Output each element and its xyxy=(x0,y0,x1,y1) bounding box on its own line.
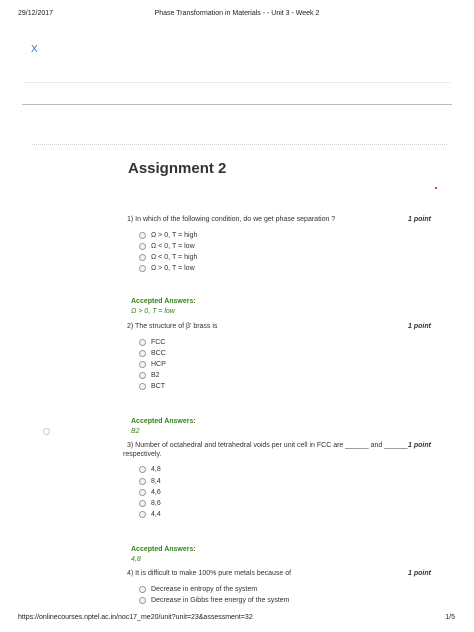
radio-button[interactable] xyxy=(139,597,146,604)
option-label: Decrease in entropy of the system xyxy=(151,586,258,593)
accepted-answers-label: Accepted Answers: xyxy=(131,546,196,553)
divider xyxy=(32,144,447,145)
page-number: 1/5 xyxy=(445,614,455,621)
option-label: Ω < 0, T = low xyxy=(151,243,195,250)
option-label: BCC xyxy=(151,350,166,357)
radio-button[interactable] xyxy=(139,466,146,473)
radio-button[interactable] xyxy=(139,254,146,261)
required-marker xyxy=(435,187,437,189)
option-q1-3[interactable] xyxy=(139,253,197,262)
option-label: 4,6 xyxy=(151,489,161,496)
option-q2-1[interactable] xyxy=(139,338,165,347)
accepted-answer-value: B2 xyxy=(131,428,140,435)
radio-button[interactable] xyxy=(139,489,146,496)
radio-button[interactable] xyxy=(139,586,146,593)
radio-button[interactable] xyxy=(139,339,146,346)
accepted-answer-value: 4,8 xyxy=(131,556,141,563)
option-q2-3[interactable] xyxy=(139,360,166,369)
option-q2-4[interactable] xyxy=(139,371,160,380)
question-3-text-continued: respectively. xyxy=(123,451,162,458)
option-label: Ω > 0, T = high xyxy=(151,232,198,239)
option-q1-2[interactable] xyxy=(139,242,195,251)
page-url: https://onlinecourses.nptel.ac.in/noc17_me20/unit?unit=23&assessment=32 xyxy=(18,614,253,621)
radio-button[interactable] xyxy=(139,383,146,390)
option-label: 4,8 xyxy=(151,466,161,473)
option-label: 8,4 xyxy=(151,478,161,485)
option-label: HCP xyxy=(151,361,166,368)
option-q4-1[interactable] xyxy=(139,585,257,594)
option-q4-2[interactable] xyxy=(139,596,290,605)
radio-button[interactable] xyxy=(139,372,146,379)
option-label: Decrease in Gibbs free energy of the system xyxy=(151,597,290,604)
radio-button[interactable] xyxy=(139,265,146,272)
radio-button[interactable] xyxy=(139,478,146,485)
option-q2-5[interactable] xyxy=(139,382,165,391)
option-q3-1[interactable] xyxy=(139,465,161,474)
option-label: B2 xyxy=(151,372,160,379)
question-1-text: 1) In which of the following condition, do we get phase separation ? xyxy=(127,216,336,223)
option-label: 8,6 xyxy=(151,500,161,507)
radio-button[interactable] xyxy=(139,243,146,250)
radio-button[interactable] xyxy=(139,350,146,357)
assignment-title: Assignment 2 xyxy=(128,160,227,177)
divider xyxy=(22,104,452,105)
question-2-points: 1 point xyxy=(408,323,431,330)
option-label: Ω > 0, T = low xyxy=(151,265,195,272)
page-header-title: Phase Transformation in Materials - - Unit 3 - Week 2 xyxy=(154,10,320,17)
question-2-text: 2) The structure of β' brass is xyxy=(127,323,218,330)
accepted-answers-label: Accepted Answers: xyxy=(131,418,196,425)
accepted-answer-value: Ω > 0, T = low xyxy=(131,308,175,315)
divider xyxy=(25,82,450,83)
question-3-points: 1 point xyxy=(408,442,431,449)
option-label: BCT xyxy=(151,383,165,390)
option-label: 4,4 xyxy=(151,511,161,518)
margin-circle xyxy=(43,428,50,435)
radio-button[interactable] xyxy=(139,511,146,518)
option-label: FCC xyxy=(151,339,166,346)
option-q3-3[interactable] xyxy=(139,488,161,497)
radio-button[interactable] xyxy=(139,361,146,368)
question-4-text: 4) It is difficult to make 100% pure metals because of xyxy=(127,570,292,577)
print-date: 29/12/2017 xyxy=(18,10,54,17)
option-q3-5[interactable] xyxy=(139,510,161,519)
option-q2-2[interactable] xyxy=(139,349,166,358)
option-label: Ω < 0, T = high xyxy=(151,254,198,261)
radio-button[interactable] xyxy=(139,232,146,239)
option-q1-1[interactable] xyxy=(139,231,197,240)
option-q3-4[interactable] xyxy=(139,499,161,508)
option-q3-2[interactable] xyxy=(139,477,161,486)
question-4-points: 1 point xyxy=(408,570,431,577)
close-link[interactable]: X xyxy=(31,44,38,55)
accepted-answers-label: Accepted Answers: xyxy=(131,298,196,305)
radio-button[interactable] xyxy=(139,500,146,507)
question-1-points: 1 point xyxy=(408,216,431,223)
question-3-text: 3) Number of octahedral and tetrahedral voids per unit cell in FCC are ______ and ______ xyxy=(127,442,408,449)
option-q1-4[interactable] xyxy=(139,264,195,273)
